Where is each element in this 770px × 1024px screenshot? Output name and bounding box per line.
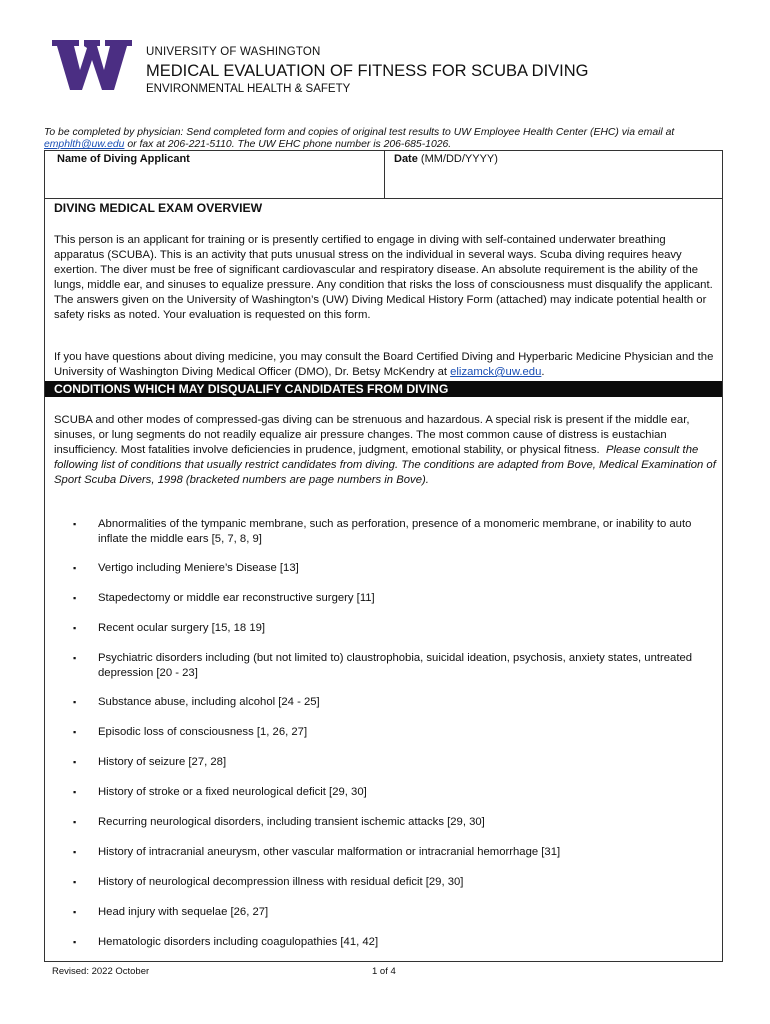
- date-field[interactable]: [386, 151, 722, 198]
- bullet-icon: ▪: [73, 593, 77, 603]
- bullet-icon: ▪: [73, 757, 77, 767]
- dmo-contact-paragraph: If you have questions about diving medicine, you may consult the Board Certified Diving and Hyperbaric Medicine Physician and the University of Washington Diving Medical Officer (DMO), Dr. Betsy McKendry at elizamck@uw.edu.: [54, 351, 714, 378]
- list-item-text: Episodic loss of consciousness [1, 26, 27]: [98, 726, 308, 738]
- list-item-text: Stapedectomy or middle ear reconstructive surgery [11]: [98, 592, 375, 604]
- bullet-icon: ▪: [73, 727, 77, 737]
- list-item-text: Abnormalities of the tympanic membrane, such as perforation, presence of a monomeric membrane, or inability to auto inflate the middle ears [5, 7, 8, 9]: [98, 518, 692, 545]
- conditions-intro: SCUBA and other modes of compressed-gas diving can be strenuous and hazardous. A special risk is present if the middle ear, sinuses, or lung segments do not readily equalize air pressure changes. The most common cause of distress is eustachian insufficiency. Most fatalities involve deficiencies in prudence, judgment, emotional stability, or physical fitness. Please consult the following list of conditions that usually restrict candidates from diving. The conditions are adapted from Bove, Medical Examination of Sport Scuba Divers, 1998 (bracketed numbers are page numbers in Bove).: [54, 414, 716, 486]
- field-divider: [45, 198, 722, 199]
- overview-paragraph: This person is an applicant for training or is presently certified to engage in diving with self-contained underwater breathing apparatus (SCUBA). This is an activity that puts unusual stress on the individual in several ways. Scuba diving requires heavy exertion. The diver must be free of significant cardiovascular and respiratory disease. An absolute requirement is the ability of the lungs, middle ear, and sinuses to equalize pressure. Any condition that risks the loss of consciousness must disqualify the applicant. The answers given on the University of Washington’s (UW) Diving Medical History Form (attached) may indicate potential health or safety risks as noted. Your evaluation is requested on this form.: [54, 234, 713, 321]
- form-frame: [44, 150, 723, 962]
- date-format-hint: (MM/DD/YYYY): [420, 153, 498, 165]
- overview-heading: DIVING MEDICAL EXAM OVERVIEW: [54, 201, 263, 215]
- bullet-icon: ▪: [73, 907, 77, 917]
- list-item-text: Head injury with sequelae [26, 27]: [98, 906, 269, 918]
- list-item-text: Recent ocular surgery [15, 18 19]: [98, 622, 266, 634]
- revision-date: Revised: 2022 October: [52, 966, 150, 977]
- list-item-text: History of intracranial aneurysm, other vascular malformation or intracranial hemorrhage [31]: [98, 846, 561, 858]
- bullet-icon: ▪: [73, 623, 77, 633]
- list-item-text: Vertigo including Meniere’s Disease [13]: [98, 562, 299, 574]
- bullet-icon: ▪: [73, 937, 77, 947]
- bullet-icon: ▪: [73, 697, 77, 707]
- conditions-heading: CONDITIONS WHICH MAY DISQUALIFY CANDIDATES FROM DIVING: [45, 381, 722, 397]
- list-item-text: History of stroke or a fixed neurological deficit [29, 30]: [98, 786, 367, 798]
- department-name: ENVIRONMENTAL HEALTH & SAFETY: [146, 83, 351, 95]
- applicant-name-label: Name of Diving Applicant: [57, 153, 190, 165]
- bullet-icon: ▪: [73, 787, 77, 797]
- physician-instructions: To be completed by physician: Send completed form and copies of original test results to UW Employee Health Center (EHC) via email at emphlth@uw.edu or fax at 206-221-5110. The UW EHC phone number is 206-685-1026.: [44, 127, 675, 150]
- university-name: UNIVERSITY OF WASHINGTON: [146, 46, 321, 58]
- bullet-icon: ▪: [73, 877, 77, 887]
- page-title: MEDICAL EVALUATION OF FITNESS FOR SCUBA DIVING: [146, 62, 589, 80]
- list-item-text: History of neurological decompression illness with residual deficit [29, 30]: [98, 876, 464, 888]
- list-item-text: Psychiatric disorders including (but not limited to) claustrophobia, suicidal ideation, psychosis, anxiety states, untreated depression [20 - 23]: [98, 652, 693, 679]
- bullet-icon: ▪: [73, 847, 77, 857]
- ehc-email-link[interactable]: emphlth@uw.edu: [44, 139, 125, 150]
- list-item-text: Hematologic disorders including coagulopathies [41, 42]: [98, 936, 379, 948]
- list-item-text: History of seizure [27, 28]: [98, 756, 227, 768]
- bullet-icon: ▪: [73, 563, 77, 573]
- bullet-icon: ▪: [73, 817, 77, 827]
- dmo-email-link[interactable]: elizamck@uw.edu: [450, 366, 542, 378]
- bullet-icon: ▪: [73, 519, 77, 529]
- date-label: Date: [394, 153, 418, 165]
- list-item-text: Substance abuse, including alcohol [24 - 25]: [98, 696, 320, 708]
- uw-w-logo-icon: [52, 40, 132, 90]
- list-item-text: Recurring neurological disorders, including transient ischemic attacks [29, 30]: [98, 816, 485, 828]
- page-number: 1 of 4: [372, 966, 396, 977]
- bullet-icon: ▪: [73, 653, 77, 663]
- applicant-name-field[interactable]: [45, 151, 385, 198]
